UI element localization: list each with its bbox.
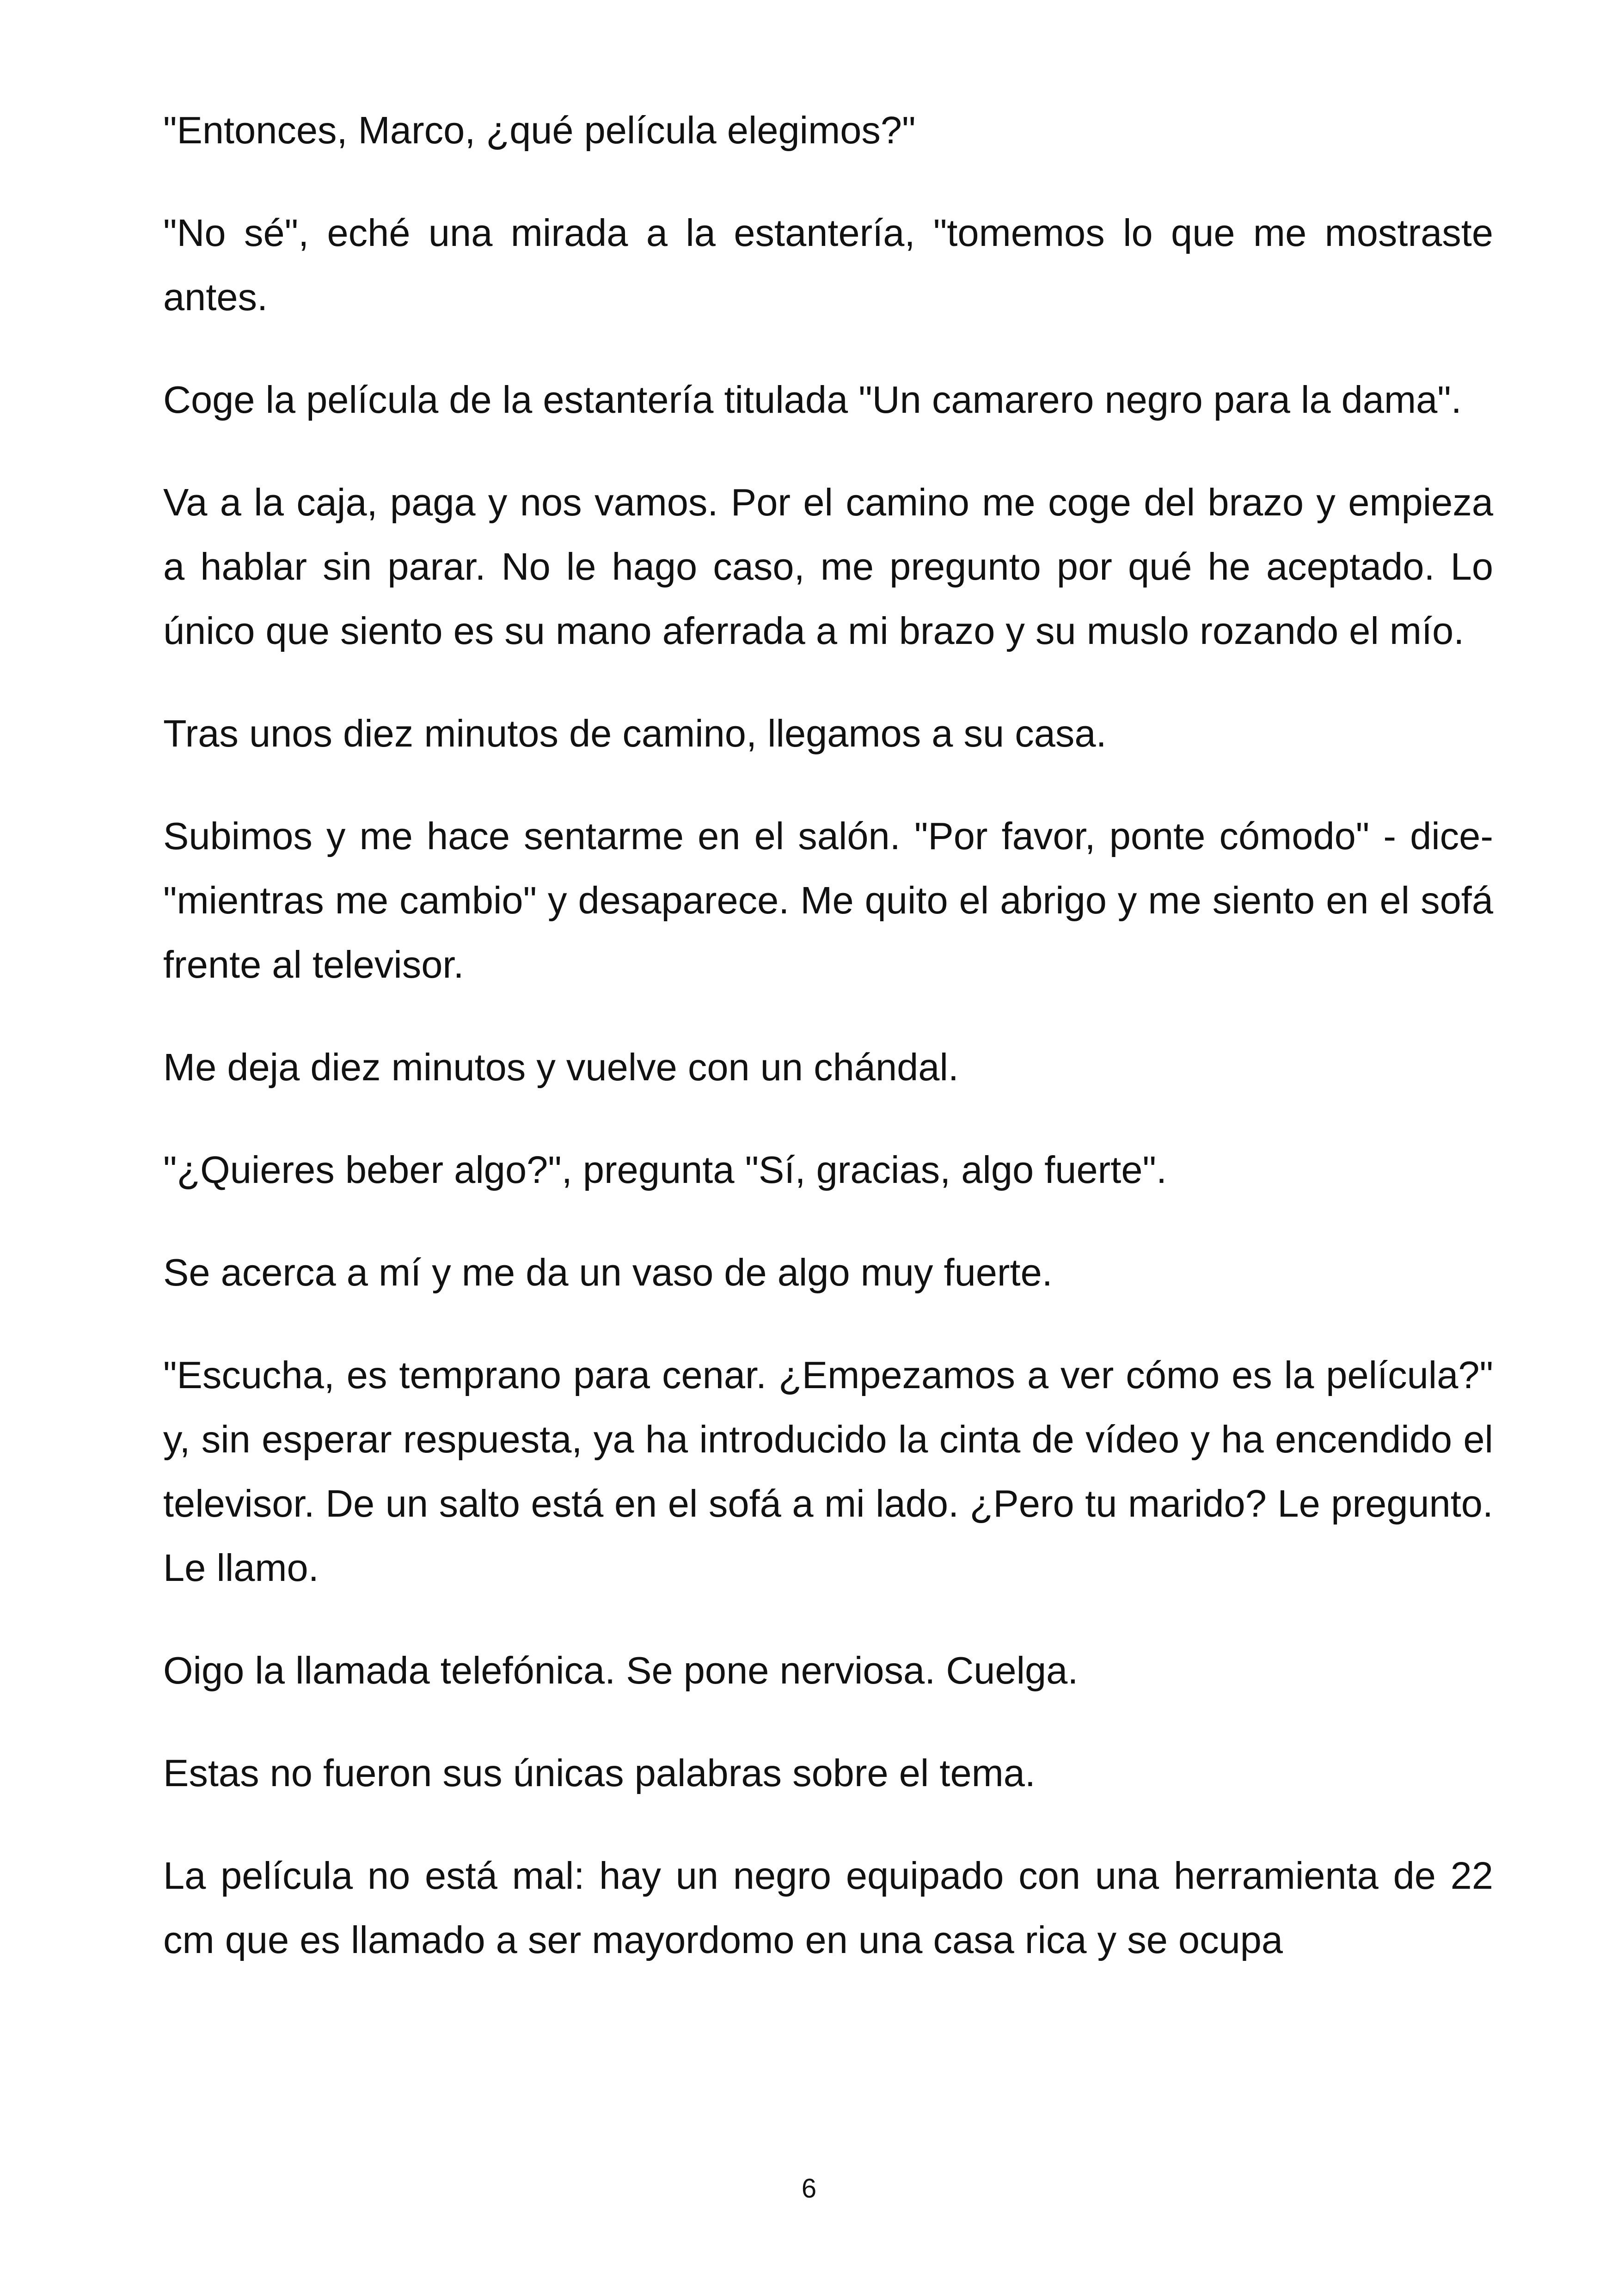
paragraph: Tras unos diez minutos de camino, llegamos a su casa. [163, 712, 1107, 755]
paragraph: "¿Quieres beber algo?", pregunta "Sí, gracias, algo fuerte". [163, 1148, 1167, 1191]
page-body [163, 98, 1493, 2010]
page-number: 6 [801, 2174, 817, 2204]
paragraph: "Entonces, Marco, ¿qué película elegimos?" [163, 109, 916, 152]
paragraph: "No sé", eché una mirada a la estantería, "tomemos lo que me mostraste antes. [163, 211, 1493, 318]
paragraph: Subimos y me hace sentarme en el salón. "Por favor, ponte cómodo" - dice- "mientras me cambio" y desaparece. Me quito el abrigo y me siento en el sofá frente al televisor. [163, 814, 1493, 986]
paragraph: Oigo la llamada telefónica. Se pone nerviosa. Cuelga. [163, 1649, 1079, 1692]
paragraph: La película no está mal: hay un negro equipado con una herramienta de 22 cm que es llamado a ser mayordomo en una casa rica y se ocupa [163, 1854, 1493, 1961]
paragraph: Coge la película de la estantería titulada "Un camarero negro para la dama". [163, 378, 1462, 421]
paragraph: Se acerca a mí y me da un vaso de algo muy fuerte. [163, 1251, 1053, 1294]
paragraph: Me deja diez minutos y vuelve con un chándal. [163, 1046, 959, 1089]
paragraph: Va a la caja, paga y nos vamos. Por el camino me coge del brazo y empieza a hablar sin parar. No le hago caso, me pregunto por qué he aceptado. Lo único que siento es su mano aferrada a mi brazo y su muslo rozando el mío. [163, 481, 1493, 652]
paragraph: Estas no fueron sus únicas palabras sobre el tema. [163, 1751, 1036, 1794]
paragraph: "Escucha, es temprano para cenar. ¿Empezamos a ver cómo es la película?" y, sin esperar respuesta, ya ha introducido la cinta de vídeo y ha encendido el televisor. De un salto está en el sofá a mi lado. ¿Pero tu marido? Le pregunto. Le llamo. [163, 1353, 1493, 1589]
